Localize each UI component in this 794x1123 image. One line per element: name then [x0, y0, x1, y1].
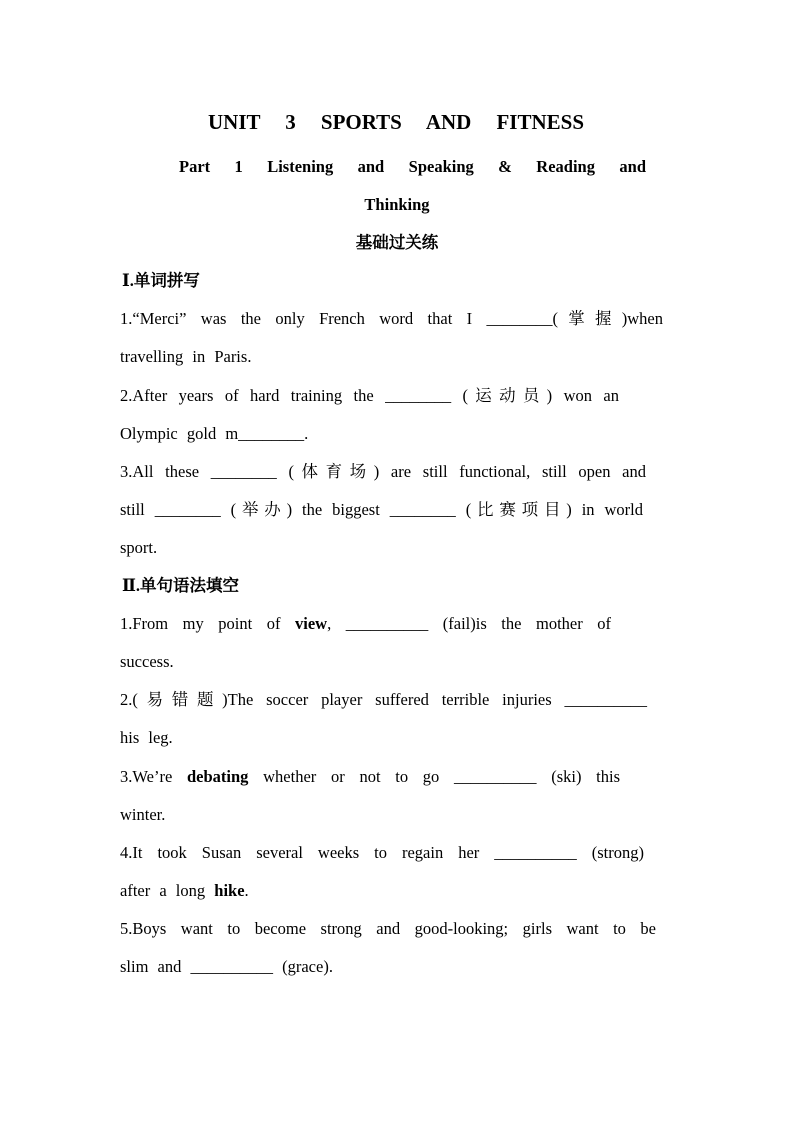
- question-line: 1.“Merci” was the only French word that I ________(掌握)when: [120, 309, 663, 329]
- question-line: sport.: [120, 537, 158, 557]
- question-line: 2.After years of hard training the ________ (运动员) won an: [120, 385, 619, 405]
- section-2-heading: Ⅱ.单句语法填空: [122, 576, 240, 596]
- part-title: Part 1 Listening and Speaking & Reading and: [179, 157, 646, 176]
- question-line: 3.All these ________ (体育场) are still functional, still open and: [120, 461, 646, 481]
- question-line: his leg.: [120, 728, 173, 748]
- question-text: , __________ (fail)is the mother of: [327, 614, 611, 634]
- bold-keyword: debating: [186, 766, 249, 786]
- question-text: whether or not to go __________ (ski) this: [248, 766, 621, 786]
- question-line: [120, 758, 620, 796]
- question-line: winter.: [120, 804, 166, 824]
- unit-title: UNIT 3 SPORTS AND FITNESS: [208, 110, 584, 134]
- question-line: slim and __________ (grace).: [120, 956, 333, 976]
- question-line: success.: [120, 652, 174, 672]
- question-text: .: [244, 880, 249, 900]
- worksheet-body: [0, 148, 794, 986]
- question-text: 1.From my point of: [120, 614, 296, 634]
- question-line: [120, 872, 794, 910]
- question-line: 2.(易错题)The soccer player suffered terrible injuries __________: [120, 690, 647, 710]
- question-line: 4.It took Susan several weeks to regain her __________ (strong): [120, 842, 644, 862]
- question-text: after a long: [120, 880, 215, 900]
- question-line: still ________ (举办) the biggest ________ (比赛项目) in world: [120, 499, 643, 519]
- question-line: [120, 605, 611, 643]
- question-text: 3.We’re: [120, 766, 187, 786]
- bold-keyword: view: [295, 614, 328, 634]
- question-line: travelling in Paris.: [120, 347, 252, 367]
- question-line: 5.Boys want to become strong and good-looking; girls want to be: [120, 918, 656, 938]
- bold-keyword: hike: [214, 880, 245, 900]
- question-line: Olympic gold m________.: [120, 423, 309, 443]
- practice-label: 基础过关练: [355, 233, 439, 253]
- section-1-heading: Ⅰ.单词拼写: [122, 271, 200, 291]
- part-title-continued: Thinking: [364, 195, 430, 215]
